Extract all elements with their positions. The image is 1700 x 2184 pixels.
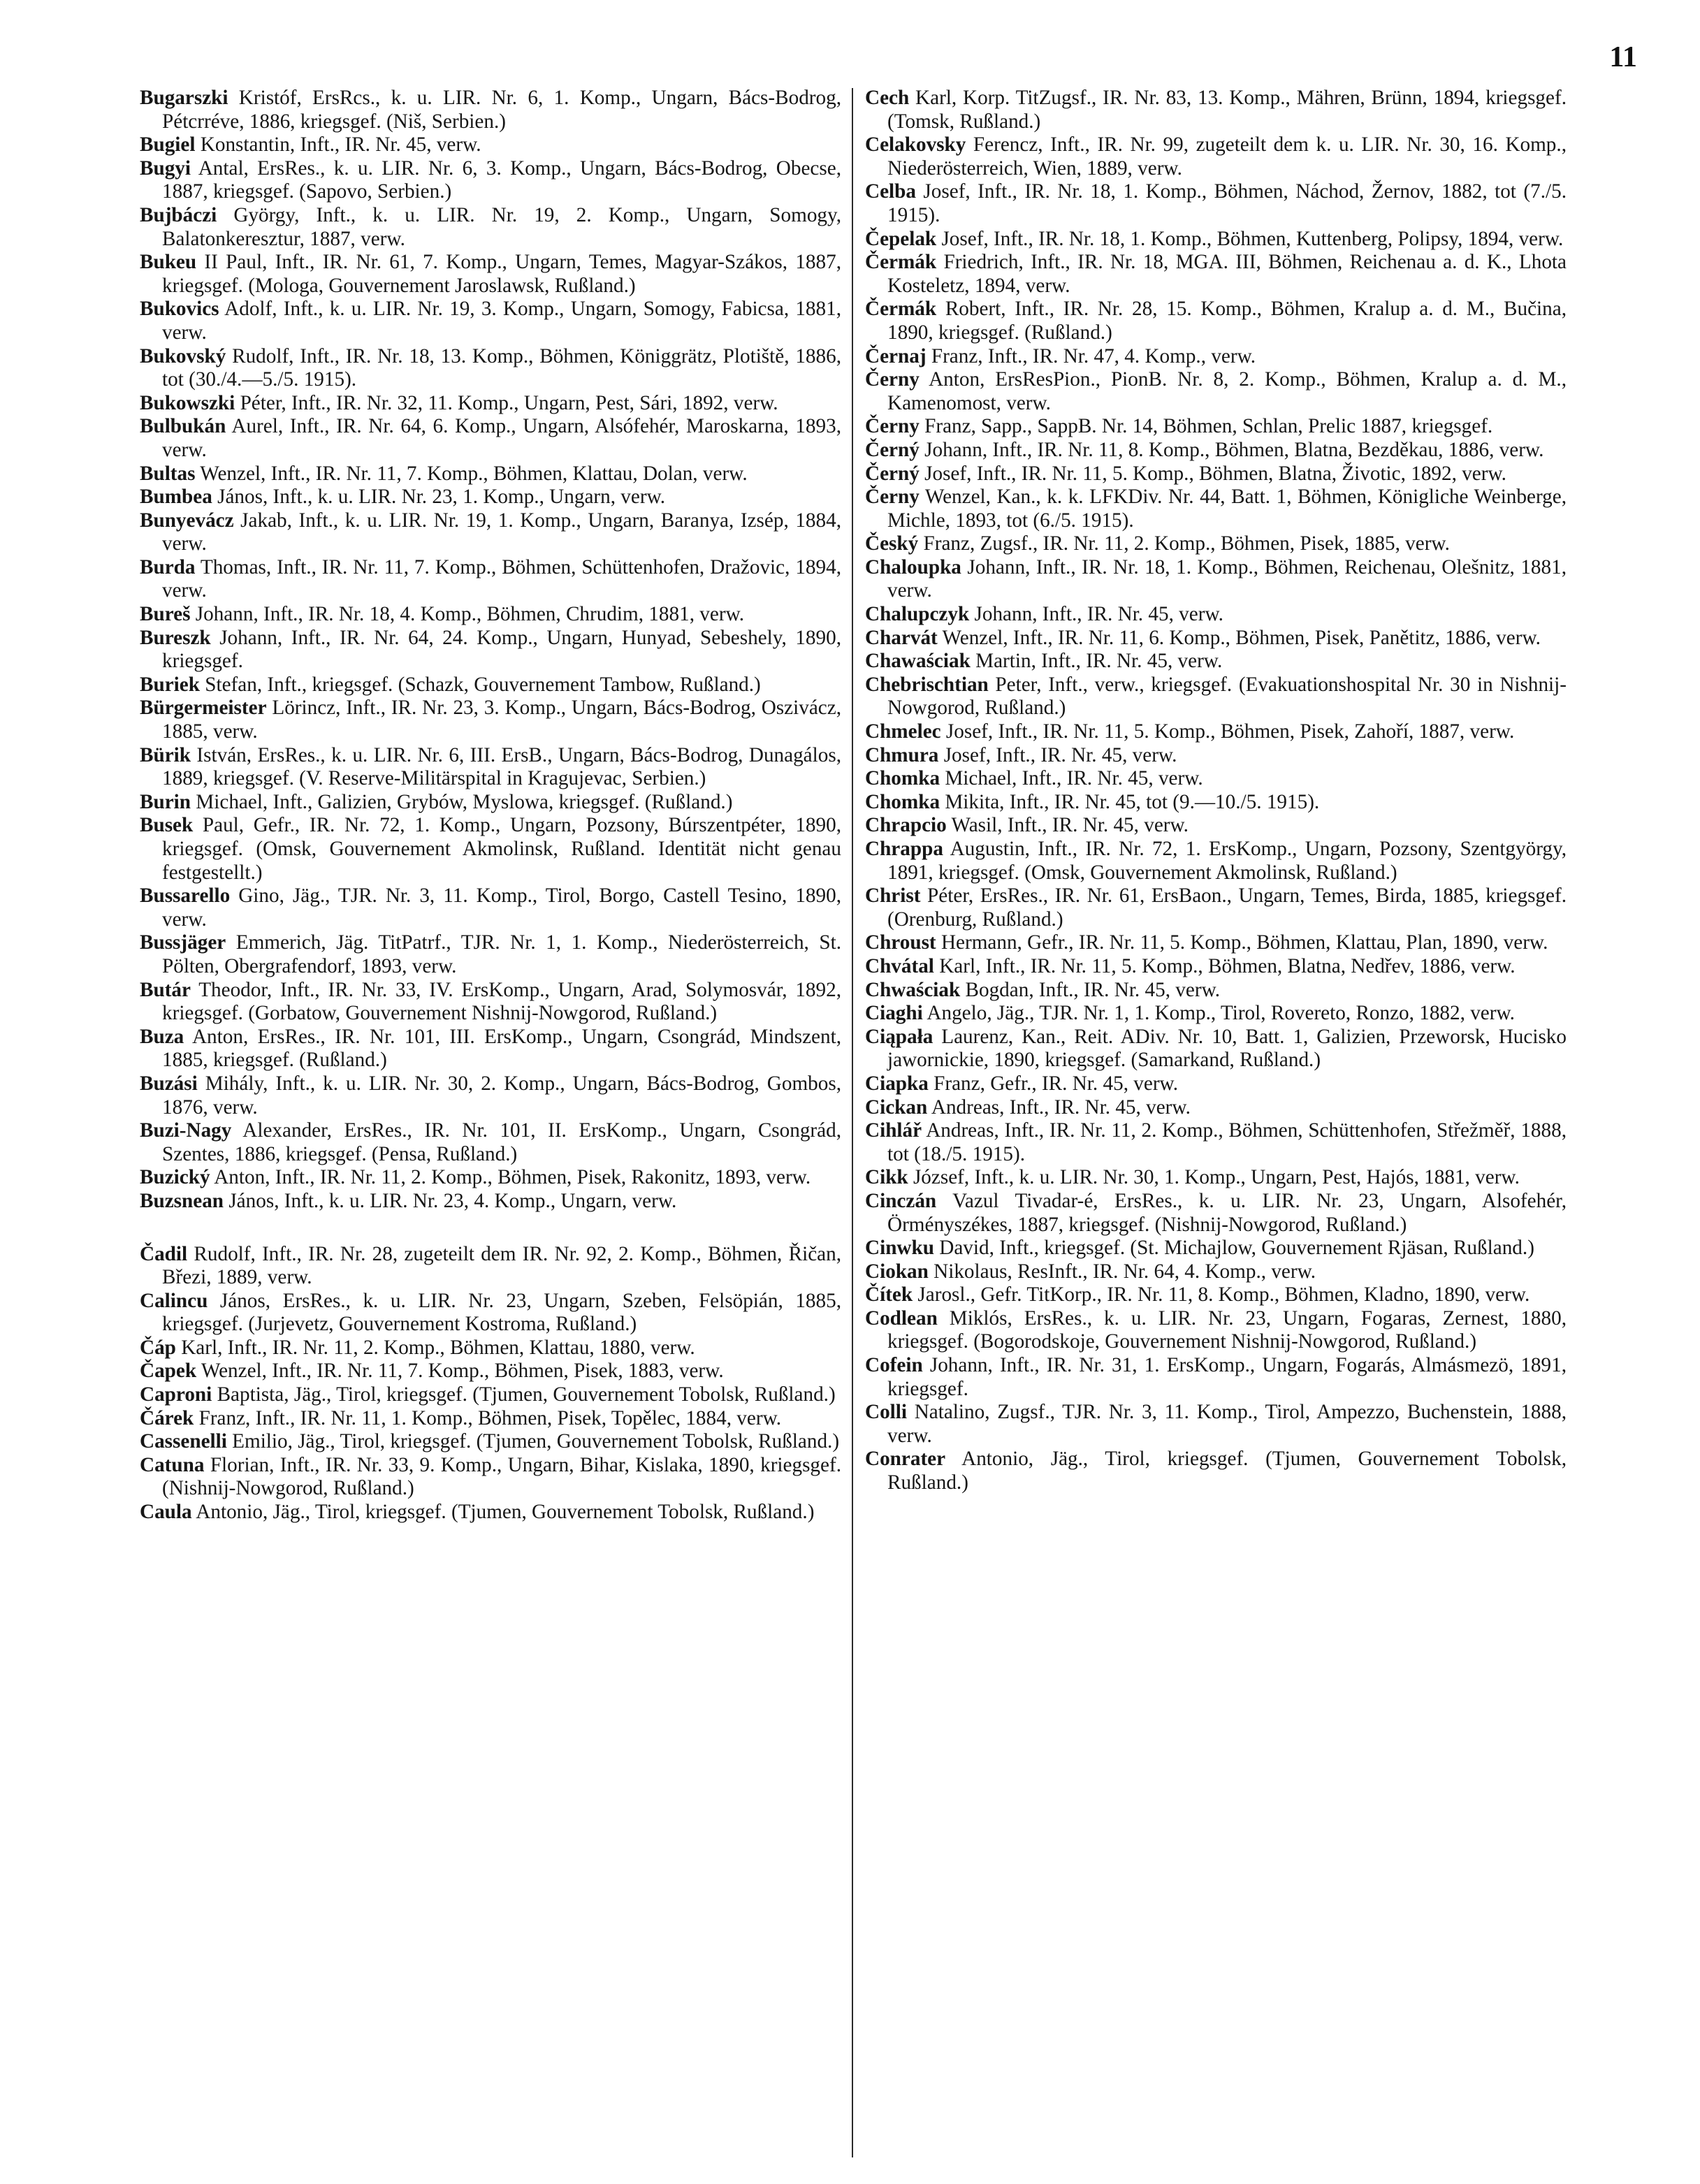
entry-details: Johann, Inft., IR. Nr. 11, 8. Komp., Böhmen, Blatna, Bezděkau, 1886, verw.: [919, 438, 1544, 461]
list-entry: [140, 415, 841, 462]
entry-details: Josef, Inft., IR. Nr. 45, verw.: [938, 743, 1177, 766]
list-entry: [140, 931, 841, 978]
entry-details: Gino, Jäg., TJR. Nr. 3, 11. Komp., Tirol, Borgo, Castell Tesino, 1890, verw.: [162, 884, 841, 931]
list-entry: [865, 791, 1567, 815]
entry-details: Theodor, Inft., IR. Nr. 33, IV. ErsKomp., Ungarn, Arad, Solymosvár, 1892, kriegsgef. (Gorbatow, Gouvernement Nishnij-Nowgorod, Rußland.): [162, 978, 841, 1025]
list-entry: [865, 345, 1567, 369]
list-entry: [865, 1283, 1567, 1307]
entry-details: Wasil, Inft., IR. Nr. 45, verw.: [946, 814, 1189, 837]
entry-details: Robert, Inft., IR. Nr. 28, 15. Komp., Böhmen, Kralup a. d. M., Bučina, 1890, kriegsgef. (Rußland.): [887, 298, 1567, 344]
entry-details: Baptista, Jäg., Tirol, kriegsgef. (Tjumen, Gouvernement Tobolsk, Rußland.): [212, 1383, 836, 1406]
list-entry: [865, 1096, 1567, 1120]
list-entry: [140, 392, 841, 416]
entry-details: Andreas, Inft., IR. Nr. 11, 2. Komp., Böhmen, Schüttenhofen, Střežměř, 1888, tot (18./5. 1915).: [887, 1119, 1567, 1165]
entry-surname: Cickan: [865, 1095, 928, 1119]
entry-surname: Cofein: [865, 1354, 923, 1377]
entry-details: David, Inft., kriegsgef. (St. Michajlow, Gouvernement Rjäsan, Rußland.): [933, 1237, 1534, 1260]
entry-details: Josef, Inft., IR. Nr. 18, 1. Komp., Böhmen, Kuttenberg, Polipsy, 1894, verw.: [936, 227, 1564, 250]
entry-surname: Bureszk: [140, 626, 211, 649]
entry-surname: Bugiel: [140, 133, 196, 156]
entry-surname: Chwaściak: [865, 978, 961, 1001]
entry-surname: Calincu: [140, 1289, 208, 1312]
list-entry: [140, 509, 841, 556]
list-entry: [140, 627, 841, 674]
entry-details: Vazul Tivadar-é, ErsRes., k. u. LIR. Nr. 23, Ungarn, Alsofehér, Örményszékes, 1887, kriegsgef. (Nishnij-Nowgorod, Rußland.): [887, 1189, 1567, 1236]
list-entry: [865, 133, 1567, 180]
entry-details: Wenzel, Inft., IR. Nr. 11, 6. Komp., Böhmen, Pisek, Panětitz, 1886, verw.: [937, 626, 1541, 649]
entry-details: Josef, Inft., IR. Nr. 11, 5. Komp., Böhmen, Pisek, Zahoří, 1887, verw.: [940, 720, 1515, 743]
entry-surname: Ciaghi: [865, 1002, 923, 1025]
list-entry: [865, 1401, 1567, 1448]
list-entry: [140, 204, 841, 251]
entry-details: Kristóf, ErsRcs., k. u. LIR. Nr. 6, 1. Komp., Ungarn, Bács-Bodrog, Pétcrréve, 1886, kriegsgef. (Niš, Serbien.): [162, 87, 841, 133]
list-entry: [140, 1337, 841, 1360]
entry-surname: Bussarello: [140, 884, 231, 908]
list-entry: [865, 931, 1567, 955]
page-number: 11: [1609, 41, 1637, 73]
entry-details: Antonio, Jäg., Tirol, kriegsgef. (Tjumen, Gouvernement Tobolsk, Rußland.): [191, 1501, 815, 1524]
entry-surname: Chawaściak: [865, 650, 971, 673]
entry-details: Bogdan, Inft., IR. Nr. 45, verw.: [960, 978, 1221, 1001]
list-entry: [865, 87, 1567, 133]
entry-surname: Buzický: [140, 1166, 210, 1189]
entry-details: Natalino, Zugsf., TJR. Nr. 3, 11. Komp., Tirol, Ampezzo, Buchenstein, 1888, verw.: [887, 1401, 1567, 1447]
list-entry: [140, 1501, 841, 1524]
list-entry: [140, 1166, 841, 1190]
entry-details: Jakab, Inft., k. u. LIR. Nr. 19, 1. Komp., Ungarn, Baranya, Izsép, 1884, verw.: [162, 509, 841, 555]
entry-details: Karl, Korp. TitZugsf., IR. Nr. 83, 13. Komp., Mähren, Brünn, 1894, kriegsgef. (Tomsk, Rußland.): [887, 87, 1567, 133]
list-entry: [140, 1243, 841, 1290]
entry-details: Mihály, Inft., k. u. LIR. Nr. 30, 2. Komp., Ungarn, Bács-Bodrog, Gombos, 1876, verw.: [162, 1072, 841, 1119]
list-entry: [865, 415, 1567, 439]
entry-surname: Butár: [140, 978, 191, 1001]
list-entry: [865, 180, 1567, 227]
entry-surname: Bussjäger: [140, 931, 226, 954]
list-entry: [140, 979, 841, 1026]
list-entry: [865, 1260, 1567, 1284]
list-entry: [140, 603, 841, 627]
entry-details: Ferencz, Inft., IR. Nr. 99, zugeteilt dem k. u. LIR. Nr. 30, 16. Komp., Niederösterreich, Wien, 1889, verw.: [887, 133, 1567, 180]
entry-surname: Čermák: [865, 298, 937, 321]
entry-surname: Chroust: [865, 931, 936, 954]
entry-details: Aurel, Inft., IR. Nr. 64, 6. Komp., Ungarn, Alsófehér, Maroskarna, 1893, verw.: [162, 415, 841, 461]
list-entry: [865, 1072, 1567, 1096]
entry-details: Michael, Inft., Galizien, Grybów, Myslowa, kriegsgef. (Rußland.): [191, 790, 733, 813]
entry-details: János, Inft., k. u. LIR. Nr. 23, 4. Komp., Ungarn, verw.: [224, 1189, 677, 1212]
list-entry: [865, 955, 1567, 979]
entry-surname: Buza: [140, 1025, 184, 1048]
entry-surname: Bukovics: [140, 298, 219, 321]
entry-details: Martin, Inft., IR. Nr. 45, verw.: [970, 650, 1223, 673]
list-entry: [140, 697, 841, 743]
entry-details: Josef, Inft., IR. Nr. 18, 1. Komp., Böhmen, Náchod, Žernov, 1882, tot (7./5. 1915).: [887, 180, 1567, 226]
list-entry: [865, 1119, 1567, 1166]
list-entry: [140, 463, 841, 486]
list-entry: [865, 228, 1567, 252]
entry-details: Josef, Inft., IR. Nr. 11, 5. Komp., Böhmen, Blatna, Životic, 1892, verw.: [919, 462, 1506, 485]
entry-surname: Chebrischtian: [865, 673, 989, 696]
list-entry: [865, 1190, 1567, 1237]
entry-surname: Chalupczyk: [865, 603, 970, 626]
entry-surname: Čermák: [865, 251, 937, 274]
list-entry: [865, 884, 1567, 931]
entry-details: Johann, Inft., IR. Nr. 31, 1. ErsKomp., Ungarn, Fogarás, Almásmezö, 1891, kriegsgef.: [887, 1354, 1567, 1400]
entry-surname: Čítek: [865, 1283, 913, 1306]
entry-details: Stefan, Inft., kriegsgef. (Schazk, Gouvernement Tambow, Rußland.): [199, 673, 761, 696]
list-entry: [140, 133, 841, 157]
entry-surname: Český: [865, 532, 919, 555]
list-entry: [140, 674, 841, 697]
list-entry: [140, 744, 841, 791]
entry-details: Angelo, Jäg., TJR. Nr. 1, 1. Komp., Tirol, Rovereto, Ronzo, 1882, verw.: [922, 1002, 1515, 1025]
right-column: [865, 87, 1567, 1495]
entry-details: Wenzel, Inft., IR. Nr. 11, 7. Komp., Böhmen, Pisek, 1883, verw.: [196, 1360, 724, 1383]
entry-details: Franz, Inft., IR. Nr. 47, 4. Komp., verw.: [926, 344, 1256, 367]
list-entry: [140, 1430, 841, 1454]
entry-details: Lörincz, Inft., IR. Nr. 23, 3. Komp., Ungarn, Bács-Bodrog, Oszivácz, 1885, verw.: [162, 697, 841, 743]
list-entry: [865, 298, 1567, 344]
list-entry: [865, 1237, 1567, 1260]
entry-surname: Cinczán: [865, 1189, 937, 1212]
entry-surname: Bukovský: [140, 344, 226, 367]
entry-details: II Paul, Inft., IR. Nr. 61, 7. Komp., Ungarn, Temes, Magyar-Szákos, 1887, kriegsgef. (Mologa, Gouvernement Jaroslawsk, Rußland.): [162, 251, 841, 297]
entry-surname: Chvátal: [865, 954, 934, 977]
list-entry: [865, 1448, 1567, 1494]
list-entry: [865, 720, 1567, 744]
list-entry: [865, 1026, 1567, 1072]
list-entry: [865, 979, 1567, 1003]
list-entry: [140, 1290, 841, 1337]
list-entry: [865, 368, 1567, 415]
entry-surname: Cinwku: [865, 1237, 934, 1260]
entry-surname: Codlean: [865, 1306, 938, 1330]
entry-surname: Chmura: [865, 743, 939, 766]
entry-surname: Cikk: [865, 1166, 908, 1189]
list-entry: [865, 767, 1567, 791]
list-entry: [140, 556, 841, 603]
entry-surname: Bumbea: [140, 486, 212, 509]
entry-details: Friedrich, Inft., IR. Nr. 18, MGA. III, Böhmen, Reichenau a. d. K., Lhota Kosteletz, 1894, verw.: [887, 251, 1567, 297]
list-entry: [865, 674, 1567, 720]
entry-surname: Chomka: [865, 790, 940, 813]
list-entry: [140, 884, 841, 931]
entry-details: Rudolf, Inft., IR. Nr. 18, 13. Komp., Böhmen, Königgrätz, Plotiště, 1886, tot (30./4.—5./5. 1915).: [162, 344, 841, 391]
entry-details: Anton, Inft., IR. Nr. 11, 2. Komp., Böhmen, Pisek, Rakonitz, 1893, verw.: [210, 1166, 811, 1189]
list-entry: [865, 1307, 1567, 1354]
entry-details: Johann, Inft., IR. Nr. 18, 4. Komp., Böhmen, Chrudim, 1881, verw.: [190, 603, 745, 626]
entry-surname: Černaj: [865, 344, 927, 367]
entry-surname: Černy: [865, 486, 920, 509]
entry-details: János, ErsRes., k. u. LIR. Nr. 23, Ungarn, Szeben, Felsöpián, 1885, kriegsgef. (Jurjevetz, Gouvernement Kostroma, Rußland.): [162, 1289, 841, 1336]
entry-surname: Bugyi: [140, 156, 191, 180]
list-entry: [865, 251, 1567, 298]
entry-surname: Caula: [140, 1501, 192, 1524]
entry-surname: Caproni: [140, 1383, 212, 1406]
entry-details: Antonio, Jäg., Tirol, kriegsgef. (Tjumen, Gouvernement Tobolsk, Rußland.): [887, 1448, 1567, 1494]
entry-surname: Buzási: [140, 1072, 198, 1095]
entry-surname: Buzi-Nagy: [140, 1119, 232, 1142]
entry-details: Rudolf, Inft., IR. Nr. 28, zugeteilt dem IR. Nr. 92, 2. Komp., Böhmen, Řičan, Březi, 1889, verw.: [162, 1242, 841, 1289]
entry-surname: Bureš: [140, 603, 191, 626]
entry-surname: Bultas: [140, 462, 196, 485]
list-entry: [140, 1383, 841, 1407]
entry-surname: Colli: [865, 1401, 907, 1424]
entry-details: György, Inft., k. u. LIR. Nr. 19, 2. Komp., Ungarn, Somogy, Balatonkeresztur, 1887, verw.: [162, 203, 841, 250]
entry-surname: Černý: [865, 462, 920, 485]
section-gap: [140, 1214, 841, 1243]
entry-details: Laurenz, Kan., Reit. ADiv. Nr. 10, Batt. 1, Galizien, Przeworsk, Hucisko jawornickie, 1890, kriegsgef. (Samarkand, Rußland.): [887, 1025, 1567, 1072]
entry-details: Johann, Inft., IR. Nr. 64, 24. Komp., Ungarn, Hunyad, Sebeshely, 1890, kriegsgef.: [162, 626, 841, 673]
entry-surname: Bulbukán: [140, 415, 226, 438]
entry-details: Franz, Inft., IR. Nr. 11, 1. Komp., Böhmen, Pisek, Topělec, 1884, verw.: [194, 1406, 782, 1429]
entry-details: Franz, Sapp., SappB. Nr. 14, Böhmen, Schlan, Prelic 1887, kriegsgef.: [919, 415, 1493, 438]
list-entry: [865, 603, 1567, 627]
entry-surname: Čapek: [140, 1360, 197, 1383]
entry-details: Peter, Inft., verw., kriegsgef. (Evakuationshospital Nr. 30 in Nishnij-Nowgorod, Rußland.): [887, 673, 1567, 720]
entry-details: Karl, Inft., IR. Nr. 11, 5. Komp., Böhmen, Blatna, Nedřev, 1886, verw.: [933, 954, 1516, 977]
list-entry: [865, 1354, 1567, 1401]
list-entry: [865, 1002, 1567, 1026]
entry-details: Nikolaus, ResInft., IR. Nr. 64, 4. Komp., verw.: [928, 1260, 1316, 1283]
entry-surname: Čepelak: [865, 227, 937, 250]
list-entry: [140, 157, 841, 204]
list-entry: [140, 345, 841, 392]
entry-details: Mikita, Inft., IR. Nr. 45, tot (9.—10./5. 1915).: [940, 790, 1320, 813]
entry-details: Karl, Inft., IR. Nr. 11, 2. Komp., Böhmen, Klattau, 1880, verw.: [175, 1336, 695, 1359]
entry-details: István, ErsRes., k. u. LIR. Nr. 6, III. ErsB., Ungarn, Bács-Bodrog, Dunagálos, 1889, kriegsgef. (V. Reserve-Militärspital in Kragujevac, Serbien.): [162, 743, 841, 790]
entry-surname: Cihlář: [865, 1119, 922, 1142]
list-entry: [865, 486, 1567, 532]
list-entry: [865, 532, 1567, 556]
entry-surname: Conrater: [865, 1448, 946, 1471]
entry-surname: Černy: [865, 415, 920, 438]
entry-surname: Charvát: [865, 626, 938, 649]
list-entry: [865, 1166, 1567, 1190]
entry-details: János, Inft., k. u. LIR. Nr. 23, 1. Komp., Ungarn, verw.: [212, 486, 666, 509]
entry-details: Anton, ErsRes., IR. Nr. 101, III. ErsKomp., Ungarn, Csongrád, Mindszent, 1885, kriegsgef. (Rußland.): [162, 1025, 841, 1072]
left-column: [140, 87, 841, 1524]
column-divider: [852, 88, 853, 2157]
entry-details: Anton, ErsResPion., PionB. Nr. 8, 2. Komp., Böhmen, Kralup a. d. M., Kamenomost, verw.: [887, 368, 1567, 414]
entry-details: Johann, Inft., IR. Nr. 18, 1. Komp., Böhmen, Reichenau, Olešnitz, 1881, verw.: [887, 555, 1567, 602]
list-entry: [140, 87, 841, 133]
list-entry: [140, 486, 841, 509]
entry-details: Miklós, ErsRes., k. u. LIR. Nr. 23, Ungarn, Fogaras, Zernest, 1880, kriegsgef. (Bogorodskoje, Gouvernement Nishnij-Nowgorod, Rußland.): [887, 1306, 1567, 1353]
list-entry: [140, 1407, 841, 1431]
entry-details: Thomas, Inft., IR. Nr. 11, 7. Komp., Böhmen, Schüttenhofen, Dražovic, 1894, verw.: [162, 555, 841, 602]
entry-details: Konstantin, Inft., IR. Nr. 45, verw.: [195, 133, 481, 156]
list-entry: [865, 838, 1567, 884]
entry-surname: Čáp: [140, 1336, 176, 1359]
list-entry: [140, 1119, 841, 1166]
entry-details: Michael, Inft., IR. Nr. 45, verw.: [940, 767, 1203, 790]
entry-details: Wenzel, Inft., IR. Nr. 11, 7. Komp., Böhmen, Klattau, Dolan, verw.: [195, 462, 748, 485]
entry-surname: Ciąpała: [865, 1025, 933, 1048]
entry-surname: Černy: [865, 368, 920, 391]
list-entry: [865, 463, 1567, 486]
entry-details: Adolf, Inft., k. u. LIR. Nr. 19, 3. Komp., Ungarn, Somogy, Fabicsa, 1881, verw.: [162, 298, 841, 344]
entry-surname: Cech: [865, 87, 910, 109]
entry-details: Wenzel, Kan., k. k. LFKDiv. Nr. 44, Batt. 1, Böhmen, Königliche Weinberge, Michle, 1893, tot (6./5. 1915).: [887, 486, 1567, 532]
entry-surname: Chaloupka: [865, 555, 961, 578]
list-entry: [865, 814, 1567, 838]
entry-details: Augustin, Inft., IR. Nr. 72, 1. ErsKomp., Ungarn, Pozsony, Szentgyörgy, 1891, kriegsgef. (Omsk, Gouvernement Akmolinsk, Rußland.): [887, 838, 1567, 884]
entry-details: József, Inft., k. u. LIR. Nr. 30, 1. Komp., Ungarn, Pest, Hajós, 1881, verw.: [908, 1166, 1520, 1189]
list-entry: [140, 1026, 841, 1072]
entry-surname: Celakovsky: [865, 133, 966, 156]
entry-surname: Bukeu: [140, 251, 197, 274]
entry-surname: Černý: [865, 438, 920, 461]
list-entry: [865, 556, 1567, 603]
entry-surname: Christ: [865, 884, 921, 908]
entry-surname: Čárek: [140, 1406, 194, 1429]
entry-details: Emilio, Jäg., Tirol, kriegsgef. (Tjumen, Gouvernement Tobolsk, Rußland.): [226, 1430, 840, 1453]
entry-details: Jarosl., Gefr. TitKorp., IR. Nr. 11, 8. Komp., Böhmen, Kladno, 1890, verw.: [913, 1283, 1530, 1306]
entry-surname: Burda: [140, 555, 196, 578]
list-entry: [140, 1454, 841, 1501]
entry-surname: Chrapcio: [865, 814, 947, 837]
entry-surname: Buzsnean: [140, 1189, 224, 1212]
entry-details: Johann, Inft., IR. Nr. 45, verw.: [969, 603, 1223, 626]
list-entry: [865, 744, 1567, 768]
list-entry: [865, 439, 1567, 463]
list-entry: [140, 251, 841, 298]
entry-details: Hermann, Gefr., IR. Nr. 11, 5. Komp., Böhmen, Klattau, Plan, 1890, verw.: [936, 931, 1548, 954]
list-entry: [140, 298, 841, 344]
entry-surname: Chomka: [865, 767, 940, 790]
entry-surname: Bunyevácz: [140, 509, 234, 532]
list-entry: [140, 791, 841, 815]
list-entry: [140, 1072, 841, 1119]
entry-surname: Celba: [865, 180, 916, 203]
entry-surname: Cassenelli: [140, 1430, 227, 1453]
list-entry: [140, 814, 841, 884]
entry-surname: Burin: [140, 790, 191, 813]
entry-surname: Chmelec: [865, 720, 941, 743]
list-entry: [140, 1190, 841, 1214]
entry-details: Paul, Gefr., IR. Nr. 72, 1. Komp., Ungarn, Pozsony, Búrszentpéter, 1890, kriegsgef. (Omsk, Gouvernement Akmolinsk, Rußland. Identität nicht genau festgestellt.): [162, 814, 841, 884]
entry-details: Franz, Zugsf., IR. Nr. 11, 2. Komp., Böhmen, Pisek, 1885, verw.: [918, 532, 1450, 555]
entry-details: Alexander, ErsRes., IR. Nr. 101, II. ErsKomp., Ungarn, Csongrád, Szentes, 1886, kriegsgef. (Pensa, Rußland.): [162, 1119, 841, 1165]
entry-details: Franz, Gefr., IR. Nr. 45, verw.: [928, 1072, 1179, 1095]
list-entry: [865, 650, 1567, 674]
entry-details: Péter, ErsRes., IR. Nr. 61, ErsBaon., Ungarn, Temes, Birda, 1885, kriegsgef. (Orenburg, Rußland.): [887, 884, 1567, 931]
entry-surname: Catuna: [140, 1453, 205, 1476]
entry-surname: Buriek: [140, 673, 200, 696]
entry-surname: Ciokan: [865, 1260, 929, 1283]
entry-details: Péter, Inft., IR. Nr. 32, 11. Komp., Ungarn, Pest, Sári, 1892, verw.: [235, 391, 778, 414]
entry-surname: Bujbáczi: [140, 203, 217, 226]
entry-surname: Bukowszki: [140, 391, 235, 414]
list-entry: [140, 1360, 841, 1383]
entry-surname: Busek: [140, 814, 194, 837]
entry-surname: Čadil: [140, 1242, 188, 1265]
entry-details: Antal, ErsRes., k. u. LIR. Nr. 6, 3. Komp., Ungarn, Bács-Bodrog, Obecse, 1887, kriegsgef. (Sapovo, Serbien.): [162, 156, 841, 203]
entry-surname: Bugarszki: [140, 87, 228, 109]
entry-surname: Bürgermeister: [140, 697, 267, 720]
entry-details: Florian, Inft., IR. Nr. 33, 9. Komp., Ungarn, Bihar, Kislaka, 1890, kriegsgef. (Nishnij-Nowgorod, Rußland.): [162, 1453, 841, 1500]
entry-details: Andreas, Inft., IR. Nr. 45, verw.: [927, 1095, 1191, 1119]
entry-surname: Ciapka: [865, 1072, 929, 1095]
list-entry: [865, 627, 1567, 650]
entry-details: Emmerich, Jäg. TitPatrf., TJR. Nr. 1, 1. Komp., Niederösterreich, St. Pölten, Obergrafendorf, 1893, verw.: [162, 931, 841, 977]
entry-surname: Bürik: [140, 743, 191, 766]
entry-surname: Chrappa: [865, 838, 943, 860]
